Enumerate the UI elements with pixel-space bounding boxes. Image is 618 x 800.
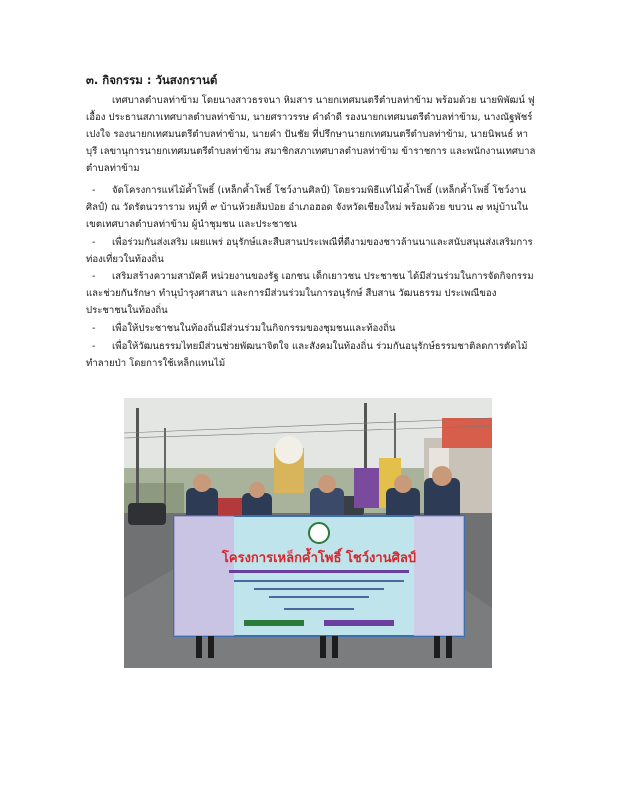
bullet-item	[86, 268, 538, 319]
parade-photo	[124, 398, 492, 668]
banner-title: โครงการเหล็กค้ำโพธิ์ โชว์งานศิลป์	[221, 551, 417, 566]
bullet-text: เพื่อให้ประชาชนในท้องถิ่นมีส่วนร่วมในกิจกรรมของชุมชนและท้องถิ่น	[112, 323, 396, 334]
bullet-marker: -	[92, 237, 96, 248]
bullet-text: เพื่อร่วมกันส่งเสริม เผยแพร่ อนุรักษ์และสืบสานประเพณีที่ดีงามของชาวล้านนาและสนับสนุนส่งเสริมการท่องเที่ยวในท้องถิ่น	[86, 237, 533, 265]
bullet-marker: -	[92, 185, 96, 196]
bullet-marker: -	[92, 323, 96, 334]
bullet-marker: -	[92, 271, 96, 282]
bullet-text: จัดโครงการแห่ไม้ค้ำโพธิ์ (เหล็กค้ำโพธิ์ โชว์งานศิลป์) โดยรวมพิธีแห่ไม้ค้ำโพธิ์ (เหล็กค้ำโพธิ์ โชว์งานศิลป์) ณ วัดรัตนวราราม หมู่ที่ ๙ บ้านห้วยส้มป่อย อำเภอฮอด จังหวัดเชียงใหม่ พร้อมด้วย ขบวน ๗ หมู่บ้านในเขตเทศบาลตำบลท่าข้าม ผู้นำชุมชน และประชาชน	[86, 185, 529, 230]
intro-paragraph: เทศบาลตำบลท่าข้าม โดยนางสาวธรจนา หิมสาร นายกเทศมนตรีตำบลท่าข้าม พร้อมด้วย นายพิพัฒน์ ฟูเอื้อง ประธานสภาเทศบาลตำบลท่าข้าม, นายศราวรรษ คำดำดี รองนายกเทศมนตรีตำบลท่าข้าม, นางณัฐพัชร์ เปงใจ รองนายกเทศมนตรีตำบลท่าข้าม, นายคำ ปันชัย ที่ปรึกษานายกเทศมนตรีตำบลท่าข้าม, นายนิพนธ์ หาบุรี เลขานุการนายกเทศมนตรีตำบลท่าข้าม สมาชิกสภาเทศบาลตำบลท่าข้าม ข้าราชการ และพนักงานเทศบาลตำบลท่าข้าม	[86, 95, 536, 174]
section-heading: ๓. กิจกรรม : วันสงกรานต์	[86, 73, 218, 87]
bullet-text: เพื่อให้วัฒนธรรมไทยมีส่วนช่วยพัฒนาจิตใจ และสังคมในท้องถิ่น ร่วมกันอนุรักษ์ธรรมชาติลดการตัดไม้ทำลายป่า โดยการใช้เหล็กแทนไม้	[86, 341, 528, 369]
bullet-item	[86, 182, 538, 233]
bullet-marker: -	[92, 341, 96, 352]
bullet-item	[86, 338, 538, 372]
bullet-item	[86, 320, 538, 337]
bullet-item	[86, 234, 538, 268]
bullet-text: เสริมสร้างความสามัคคี หน่วยงานของรัฐ เอกชน เด็กเยาวชน ประชาชน ได้มีส่วนร่วมในการจัดกิจกรรม และช่วยกันรักษา ทำนุบำรุงศาสนา และการมีส่วนร่วมในการอนุรักษ์ สืบสาน วัฒนธรรม ประเพณีของ ประชาชนในท้องถิ่น	[86, 271, 534, 316]
